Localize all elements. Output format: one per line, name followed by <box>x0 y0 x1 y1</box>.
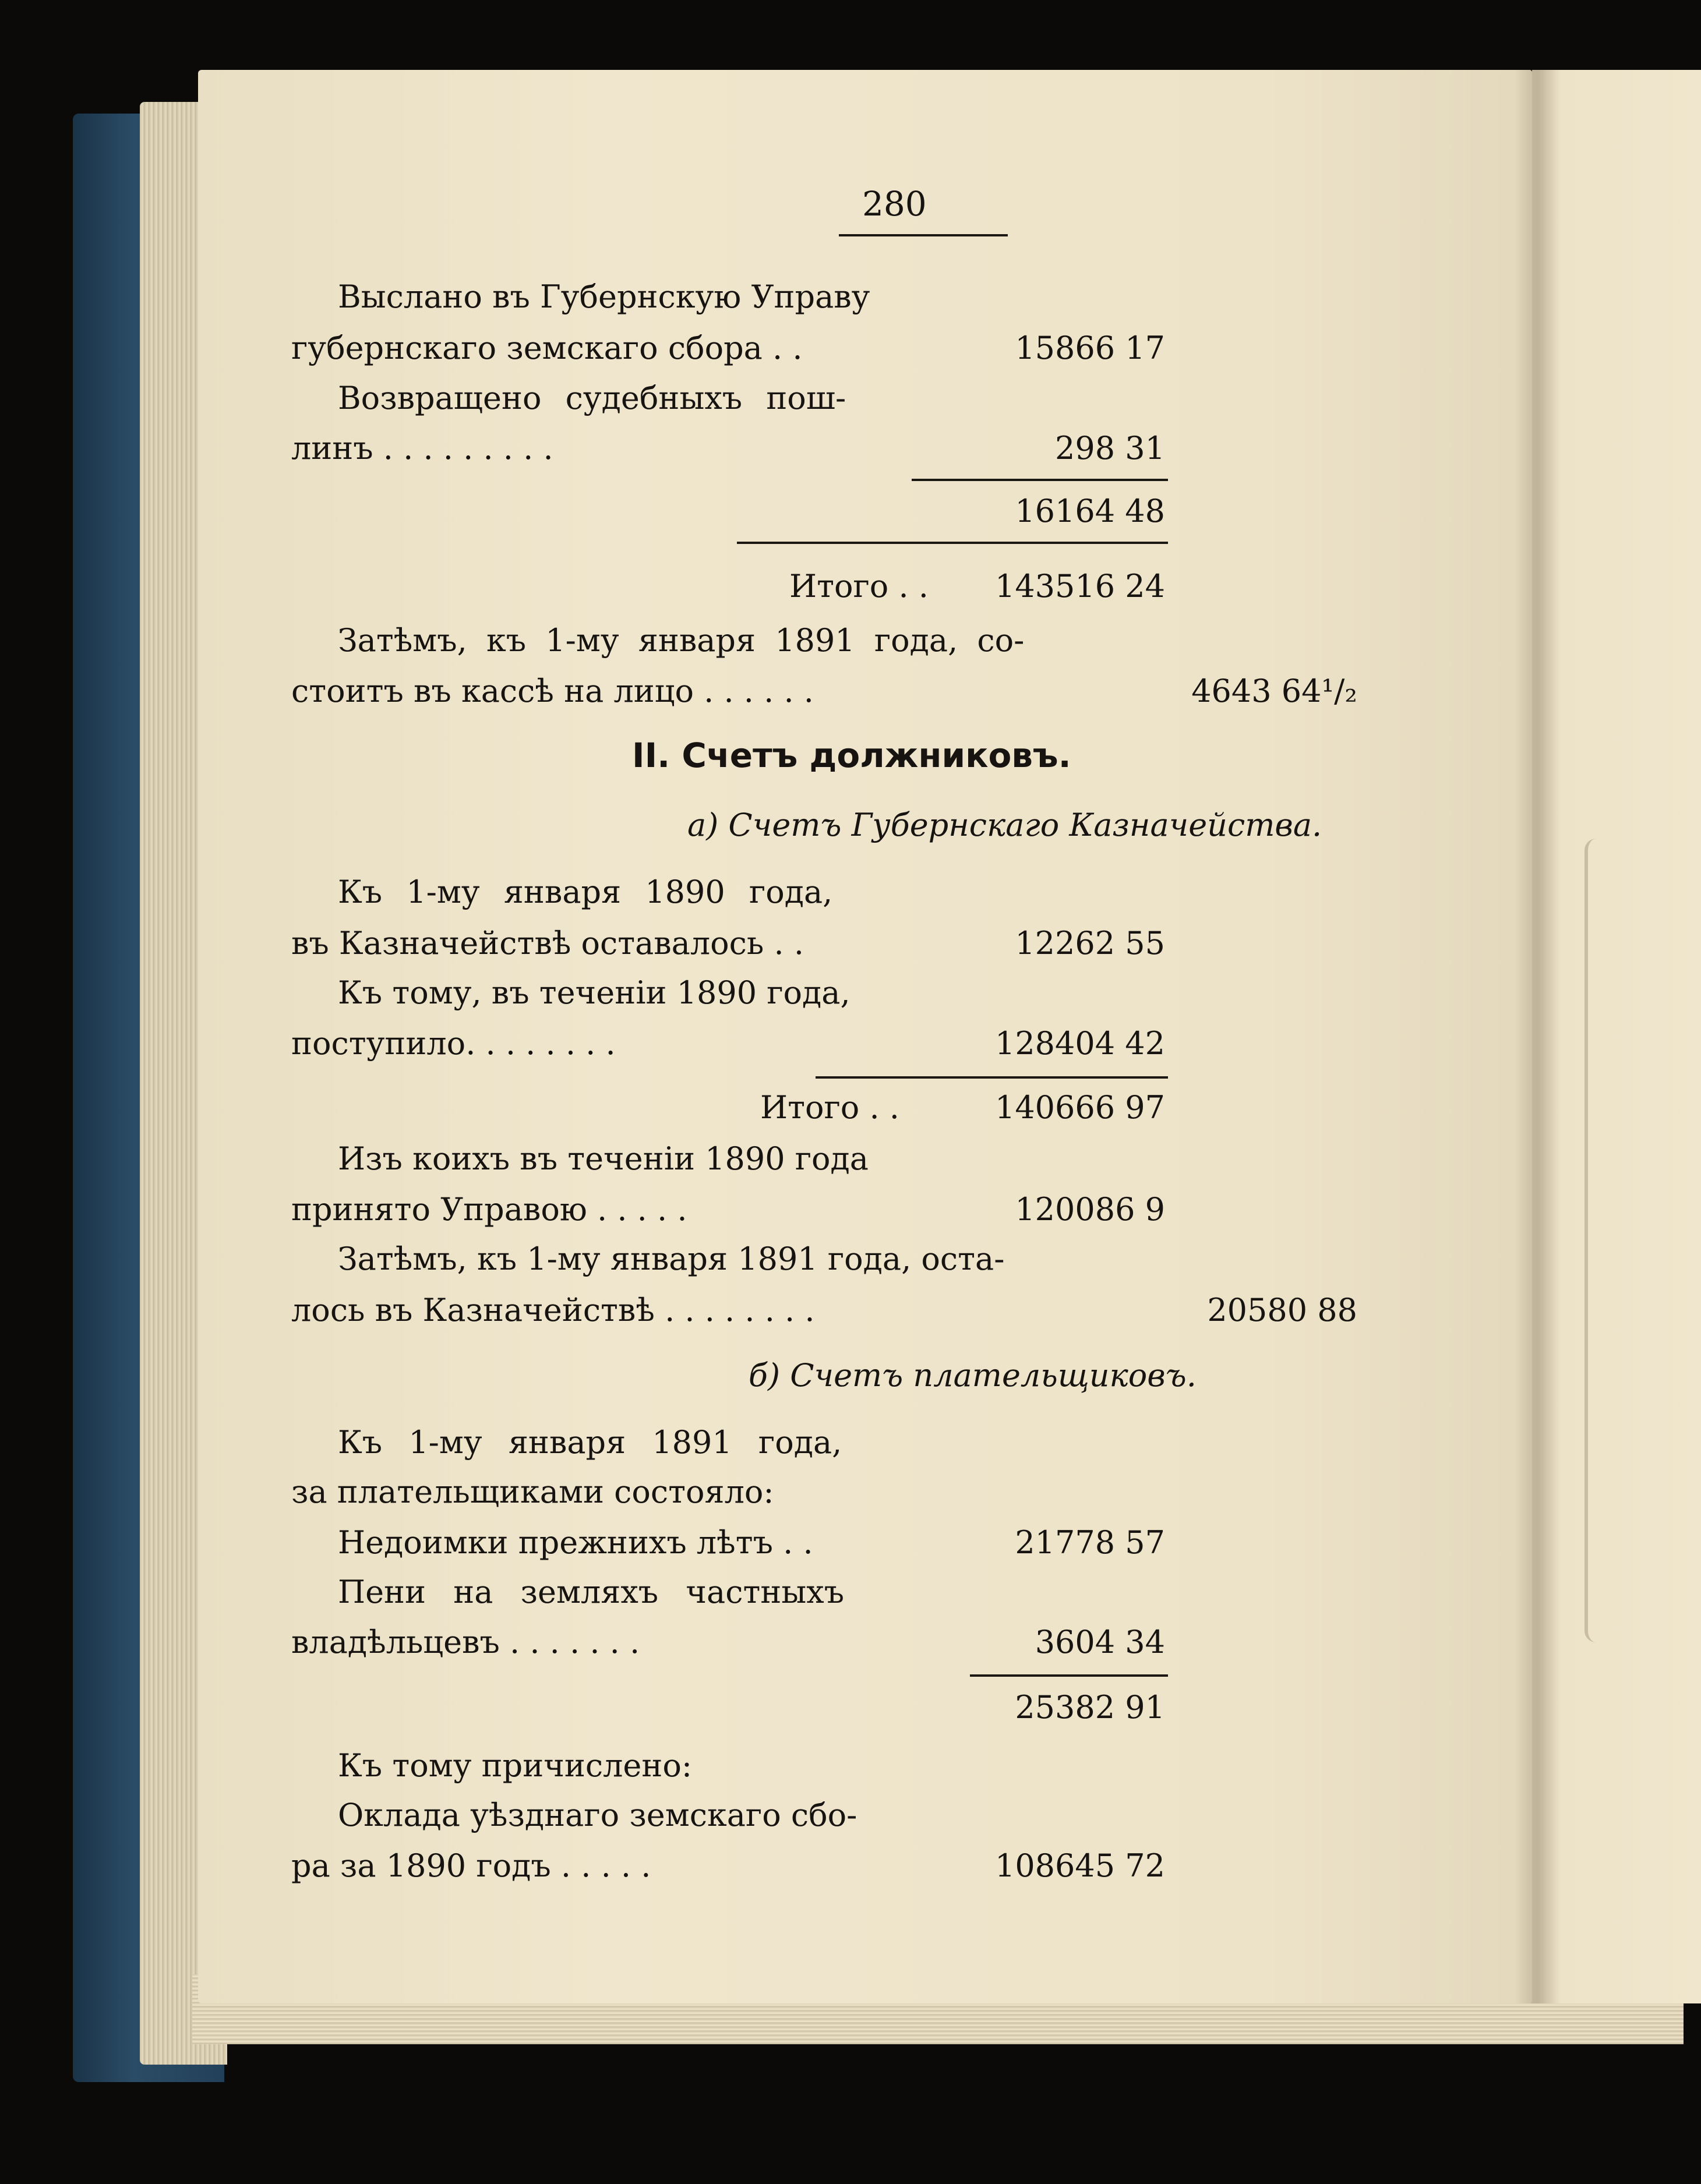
b-line-6: Къ тому причислено: <box>338 1747 693 1784</box>
section-heading: II. Счетъ должниковъ. <box>632 736 1071 775</box>
line-returned-2: линъ . . . . . . . . . <box>291 430 553 467</box>
a-value-8: 20580 88 <box>1207 1292 1357 1328</box>
a-line-4: поступило. . . . . . . . <box>291 1025 616 1062</box>
book-gutter <box>1515 70 1561 2003</box>
line-returned-1: Возвращено судебныхъ пош- <box>338 380 846 416</box>
subsection-b-heading: б) Счетъ плательщиковъ. <box>749 1357 1197 1394</box>
b-value-8: 108645 72 <box>994 1847 1165 1884</box>
cash-value: 4643 64¹/₂ <box>1191 673 1357 709</box>
folded-sheet-edge <box>1584 839 1611 1642</box>
b-line-8: ра за 1890 годъ . . . . . <box>291 1847 651 1884</box>
value-sent: 15866 17 <box>1015 330 1165 366</box>
line-sent-2: губернскаго земскаго сбора . . <box>291 330 803 366</box>
a-line-8: лось въ Казначействѣ . . . . . . . . <box>291 1292 815 1328</box>
a-line-5: Изъ коихъ въ теченіи 1890 года <box>338 1140 869 1177</box>
a-line-7: Затѣмъ, къ 1-му января 1891 года, оста- <box>338 1241 1005 1277</box>
line-then-2: стоитъ въ кассѣ на лицо . . . . . . <box>291 673 814 709</box>
subsection-a-heading: а) Счетъ Губернскаго Казначейства. <box>687 807 1322 843</box>
a-line-2: въ Казначействѣ оставалось . . <box>291 925 804 962</box>
b-value-3: 21778 57 <box>1015 1524 1165 1561</box>
a-value-4: 128404 42 <box>994 1025 1165 1062</box>
line-sent-1: Выслано въ Губернскую Управу <box>338 278 870 315</box>
a-line-1: Къ 1-му января 1890 года, <box>338 874 833 910</box>
b-line-4: Пени на земляхъ частныхъ <box>338 1574 845 1610</box>
a-line-6: принято Управою . . . . . <box>291 1191 687 1228</box>
b-line-7: Оклада уѣзднаго земскаго сбо- <box>338 1797 857 1833</box>
page-number: 280 <box>862 184 927 224</box>
b-line-5: владѣльцевъ . . . . . . . <box>291 1624 640 1660</box>
sum-rule-b <box>970 1674 1168 1677</box>
b-subtotal: 25382 91 <box>1015 1689 1165 1726</box>
subtotal-1: 16164 48 <box>1015 493 1165 529</box>
b-line-1: Къ 1-му января 1891 года, <box>338 1424 842 1461</box>
page-number-rule <box>839 234 1008 236</box>
a-itogo-label: Итого . . <box>760 1089 899 1126</box>
b-value-5: 3604 34 <box>1035 1624 1165 1660</box>
a-line-3: Къ тому, въ теченіи 1890 года, <box>338 974 850 1011</box>
b-line-3: Недоимки прежнихъ лѣтъ . . <box>338 1524 813 1561</box>
value-returned: 298 31 <box>1055 430 1165 467</box>
sum-rule-a <box>816 1076 1168 1079</box>
sum-rule-2 <box>737 542 1168 544</box>
line-then-1: Затѣмъ, къ 1-му января 1891 года, со- <box>338 622 1025 659</box>
a-itogo-value: 140666 97 <box>994 1089 1165 1126</box>
itogo-1-label: Итого . . <box>789 568 929 605</box>
itogo-1-value: 143516 24 <box>994 568 1165 605</box>
sum-rule-1 <box>912 479 1168 481</box>
a-value-2: 12262 55 <box>1015 925 1165 962</box>
b-line-2: за плательщиками состояло: <box>291 1473 774 1510</box>
a-value-6: 120086 9 <box>1015 1191 1165 1228</box>
